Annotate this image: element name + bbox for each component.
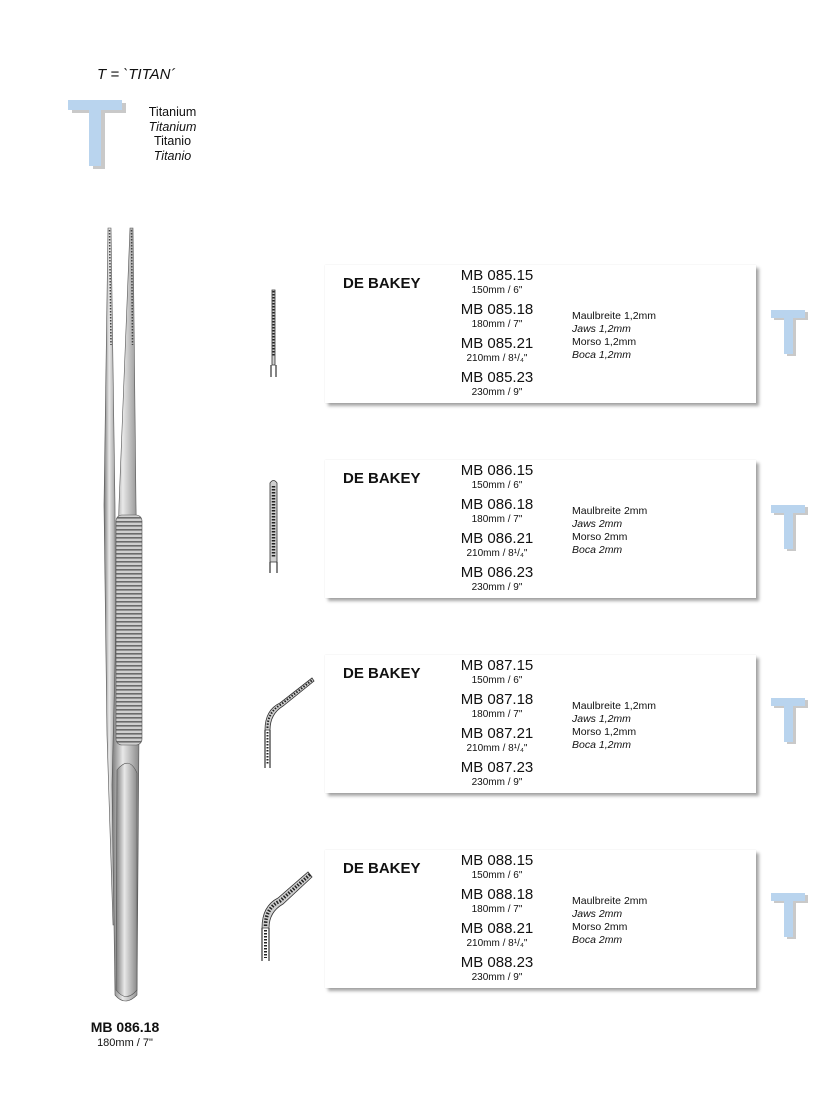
desc-es: Boca 2mm xyxy=(572,544,623,556)
straight-tip-wide-image xyxy=(255,478,320,578)
legend-line-es: Titanio xyxy=(153,148,192,163)
product-size: 180mm / 7" xyxy=(471,904,523,915)
product-code: MB 085.23 xyxy=(460,369,534,386)
desc-es: Boca 1,2mm xyxy=(572,349,631,361)
main-instrument-code: MB 086.18 xyxy=(90,1019,160,1035)
product-codes xyxy=(447,462,547,598)
titan-t-icon xyxy=(771,505,811,557)
product-code: MB 085.18 xyxy=(460,301,534,318)
product-code: MB 085.15 xyxy=(460,267,534,284)
product-name: DE BAKEY xyxy=(343,665,421,682)
legend-line-it: Titanio xyxy=(153,134,192,148)
jaw-width-description xyxy=(572,310,656,362)
product-code: MB 088.18 xyxy=(460,886,534,903)
product-size: 230mm / 9" xyxy=(471,582,523,593)
forceps-large-image xyxy=(95,225,150,1005)
product-card-088 xyxy=(325,850,756,988)
product-codes xyxy=(447,657,547,793)
product-code: MB 085.21 xyxy=(460,335,534,352)
product-code: MB 086.21 xyxy=(460,530,534,547)
product-code: MB 086.18 xyxy=(460,496,534,513)
legend-line-de: Titanium xyxy=(148,105,197,119)
product-size: 210mm / 8¹/₄" xyxy=(466,743,528,754)
product-size: 230mm / 9" xyxy=(471,387,523,398)
product-code: MB 087.18 xyxy=(460,691,534,708)
product-codes xyxy=(447,852,547,988)
product-code: MB 087.15 xyxy=(460,657,534,674)
legend-title: T = `TITAN´ xyxy=(97,66,176,83)
product-code: MB 087.23 xyxy=(460,759,534,776)
jaw-width-description xyxy=(572,895,647,947)
product-name: DE BAKEY xyxy=(343,860,421,877)
titan-t-icon xyxy=(771,698,811,750)
main-instrument-caption xyxy=(60,1019,190,1049)
product-card-087 xyxy=(325,655,756,793)
desc-en: Jaws 1,2mm xyxy=(572,713,631,725)
product-card-085 xyxy=(325,265,756,403)
desc-de: Maulbreite 2mm xyxy=(572,505,648,517)
product-code: MB 088.23 xyxy=(460,954,534,971)
titan-t-icon xyxy=(68,100,128,172)
product-size: 180mm / 7" xyxy=(471,514,523,525)
product-size: 230mm / 9" xyxy=(471,777,523,788)
straight-tip-fine-image xyxy=(255,285,320,385)
product-code: MB 088.15 xyxy=(460,852,534,869)
jaw-width-description xyxy=(572,700,656,752)
desc-it: Morso 2mm xyxy=(572,531,628,543)
product-size: 230mm / 9" xyxy=(471,972,523,983)
desc-es: Boca 1,2mm xyxy=(572,739,631,751)
titan-t-icon xyxy=(771,893,811,945)
product-size: 210mm / 8¹/₄" xyxy=(466,353,528,364)
titan-t-icon xyxy=(771,310,811,362)
product-size: 150mm / 6" xyxy=(471,480,523,491)
product-size: 210mm / 8¹/₄" xyxy=(466,548,528,559)
product-code: MB 088.21 xyxy=(460,920,534,937)
product-name: DE BAKEY xyxy=(343,470,421,487)
main-instrument-size: 180mm / 7" xyxy=(97,1037,153,1049)
legend-line-en: Titanium xyxy=(148,119,197,134)
desc-en: Jaws 2mm xyxy=(572,908,623,920)
desc-it: Morso 1,2mm xyxy=(572,336,637,348)
product-size: 150mm / 6" xyxy=(471,675,523,686)
desc-de: Maulbreite 1,2mm xyxy=(572,700,657,712)
product-size: 150mm / 6" xyxy=(471,285,523,296)
desc-it: Morso 1,2mm xyxy=(572,726,637,738)
product-codes xyxy=(447,267,547,403)
product-size: 180mm / 7" xyxy=(471,319,523,330)
desc-it: Morso 2mm xyxy=(572,921,628,933)
legend-material-list xyxy=(135,105,210,163)
product-name: DE BAKEY xyxy=(343,275,421,292)
desc-en: Jaws 2mm xyxy=(572,518,623,530)
desc-de: Maulbreite 1,2mm xyxy=(572,310,657,322)
jaw-width-description xyxy=(572,505,647,557)
desc-en: Jaws 1,2mm xyxy=(572,323,631,335)
angled-tip-fine-image xyxy=(255,670,320,770)
desc-de: Maulbreite 2mm xyxy=(572,895,648,907)
desc-es: Boca 2mm xyxy=(572,934,623,946)
product-code: MB 086.15 xyxy=(460,462,534,479)
product-card-086 xyxy=(325,460,756,598)
product-size: 210mm / 8¹/₄" xyxy=(466,938,528,949)
product-code: MB 086.23 xyxy=(460,564,534,581)
product-size: 150mm / 6" xyxy=(471,870,523,881)
product-size: 180mm / 7" xyxy=(471,709,523,720)
angled-tip-wide-image xyxy=(255,866,320,966)
product-code: MB 087.21 xyxy=(460,725,534,742)
